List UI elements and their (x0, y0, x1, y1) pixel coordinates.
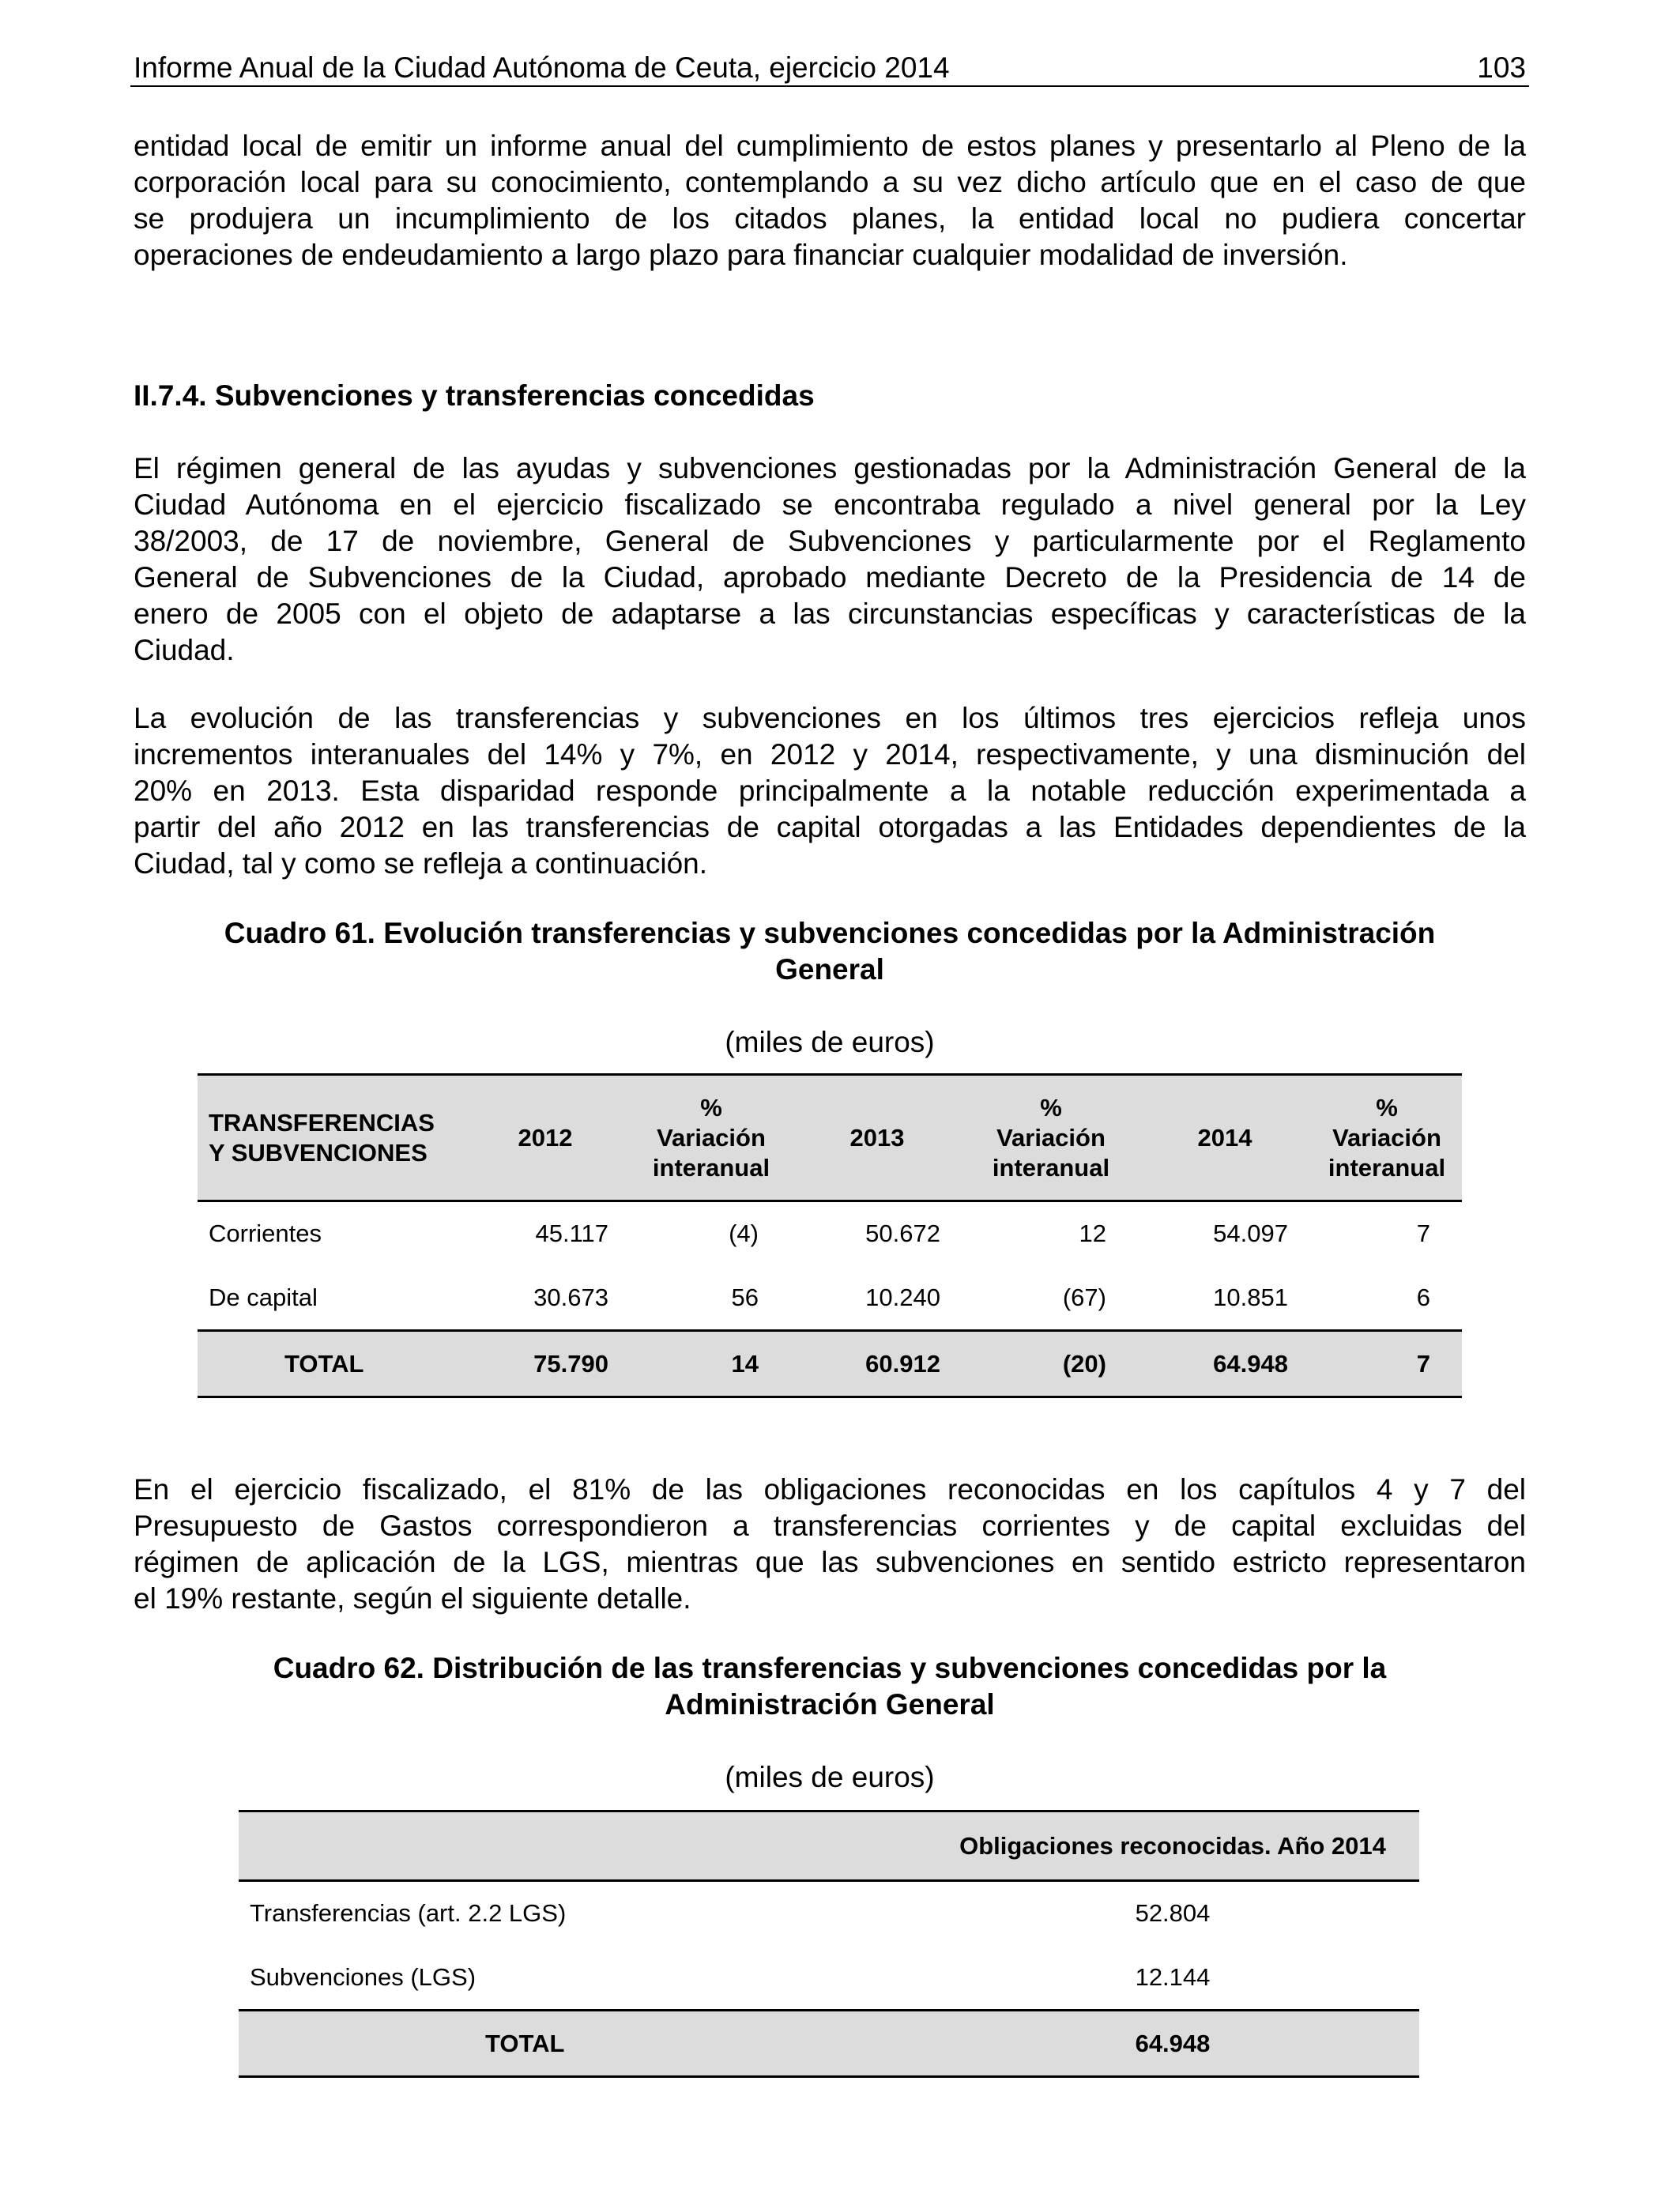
total-2013: 60.912 (790, 1331, 964, 1397)
page-number: 103 (1477, 51, 1526, 84)
table-62 (239, 1810, 1419, 2078)
cell-2012: 30.673 (533, 1283, 608, 1311)
table-header-row (239, 1811, 1419, 1881)
paragraph-line: Presupuesto de Gastos correspondieron a transferencias corrientes y de capital excluidas del (134, 1510, 1526, 1542)
paragraph-line: régimen de aplicación de la LGS, mientras que las subvenciones en sentido estricto representaron (134, 1546, 1526, 1578)
paragraph-line: enero de 2005 con el objeto de adaptarse a las circunstancias específicas y características de la (134, 598, 1526, 630)
paragraph-line: Ciudad Autónoma en el ejercicio fiscalizado se encontraba regulado a nivel general por la Ley (134, 488, 1526, 521)
paragraph-line: el 19% restante, según el siguiente detalle. (134, 1582, 691, 1615)
paragraph-line: corporación local para su conocimiento, contemplando a su vez dicho artículo que en el caso de que (134, 166, 1526, 198)
cell-value: 52.804 (1135, 1899, 1211, 1928)
section-heading: II.7.4. Subvenciones y transferencias concedidas (134, 379, 815, 412)
column-header-2014: 2014 (1138, 1075, 1312, 1201)
column-header-variation-2013: % Variación interanual (964, 1075, 1138, 1201)
total-label: TOTAL (198, 1331, 458, 1397)
table-row (239, 1881, 1419, 1946)
total-label: TOTAL (239, 2011, 823, 2077)
paragraph-line: se produjera un incumplimiento de los citados planes, la entidad local no pudiera concertar (134, 202, 1526, 235)
caption-line: Cuadro 61. Evolución transferencias y subvenciones concedidas por la Administración (224, 917, 1436, 949)
paragraph-intro (134, 128, 1526, 273)
cell-2014: 10.851 (1213, 1283, 1288, 1311)
paragraph-line: operaciones de endeudamiento a largo plazo para financiar cualquier modalidad de inversión. (134, 239, 1348, 271)
paragraph-line: La evolución de las transferencias y subvenciones en los últimos tres ejercicios refleja unos (134, 702, 1526, 734)
table-header-row (198, 1075, 1462, 1201)
total-variation-2012: 14 (632, 1331, 790, 1397)
caption-line: Cuadro 62. Distribución de las transferencias y subvenciones concedidas por la (273, 1652, 1387, 1684)
row-label: Transferencias (art. 2.2 LGS) (250, 1899, 567, 1928)
column-header-variation-2012: % Variación interanual (632, 1075, 790, 1201)
caption-line: General (775, 953, 884, 986)
table-row (198, 1201, 1462, 1266)
total-value: 64.948 (823, 2011, 1419, 2077)
table-row (239, 1946, 1419, 2011)
paragraph-line: El régimen general de las ayudas y subvenciones gestionadas por la Administración General de la (134, 452, 1526, 484)
column-header-2013: 2013 (790, 1075, 964, 1201)
paragraph-line: En el ejercicio fiscalizado, el 81% de las obligaciones reconocidas en los capítulos 4 y 7 del (134, 1473, 1526, 1506)
caption-line: Administración General (665, 1688, 995, 1721)
column-header-variation-2014: % Variación interanual (1312, 1075, 1462, 1201)
cell-value: 12.144 (1135, 1962, 1211, 1991)
cell-2013: 10.240 (865, 1283, 940, 1311)
report-title: Informe Anual de la Ciudad Autónoma de Ceuta, ejercicio 2014 (134, 51, 950, 84)
paragraph-line: General de Subvenciones de la Ciudad, aprobado mediante Decreto de la Presidencia de 14 de (134, 561, 1526, 594)
cell-2014: 54.097 (1213, 1220, 1288, 1248)
column-header-concept (239, 1811, 823, 1881)
total-variation-2014: 7 (1312, 1331, 1462, 1397)
table-row (198, 1266, 1462, 1331)
paragraph-line: entidad local de emitir un informe anual del cumplimiento de estos planes y presentarlo al Pleno de la (134, 130, 1526, 162)
cell-variation-2012: 56 (731, 1283, 759, 1311)
column-header-concept: TRANSFERENCIAS Y SUBVENCIONES (198, 1075, 458, 1201)
cell-variation-2012: (4) (729, 1220, 759, 1248)
paragraph-line: 38/2003, de 17 de noviembre, General de Subvenciones y particularmente por el Reglamento (134, 525, 1526, 557)
total-variation-2013: (20) (964, 1331, 1138, 1397)
table-61-caption (134, 915, 1526, 988)
cell-2012: 45.117 (535, 1220, 608, 1248)
paragraph-line: Ciudad, tal y como se refleja a continuación. (134, 847, 708, 880)
table-total-row (239, 2011, 1419, 2077)
cell-variation-2014: 7 (1416, 1220, 1430, 1248)
cell-variation-2013: (67) (1062, 1283, 1106, 1311)
table-62-caption (134, 1650, 1526, 1723)
table-total-row (198, 1331, 1462, 1397)
cell-variation-2014: 6 (1416, 1283, 1430, 1311)
column-header-obligaciones: Obligaciones reconocidas. Año 2014 (823, 1811, 1419, 1881)
cell-variation-2013: 12 (1079, 1220, 1106, 1248)
column-header-2012: 2012 (458, 1075, 632, 1201)
cell-2013: 50.672 (865, 1220, 940, 1248)
paragraph-regimen (134, 450, 1526, 669)
paragraph-line: partir del año 2012 en las transferencias de capital otorgadas a las Entidades dependientes de la (134, 811, 1526, 843)
table-62-units: (miles de euros) (725, 1761, 935, 1793)
paragraph-line: incrementos interanuales del 14% y 7%, en 2012 y 2014, respectivamente, y una disminución del (134, 738, 1526, 771)
paragraph-line: 20% en 2013. Esta disparidad responde principalmente a la notable reducción experimentada a (134, 775, 1526, 807)
row-label: Subvenciones (LGS) (250, 1962, 477, 1991)
page-header (130, 44, 1529, 87)
total-2012: 75.790 (458, 1331, 632, 1397)
table-61-units: (miles de euros) (725, 1026, 935, 1058)
paragraph-evolucion (134, 700, 1526, 882)
total-2014: 64.948 (1138, 1331, 1312, 1397)
table-61 (198, 1073, 1462, 1398)
paragraph-obligaciones (134, 1472, 1526, 1617)
paragraph-line: Ciudad. (134, 634, 235, 666)
row-label: Corrientes (209, 1220, 322, 1248)
row-label: De capital (209, 1283, 318, 1311)
